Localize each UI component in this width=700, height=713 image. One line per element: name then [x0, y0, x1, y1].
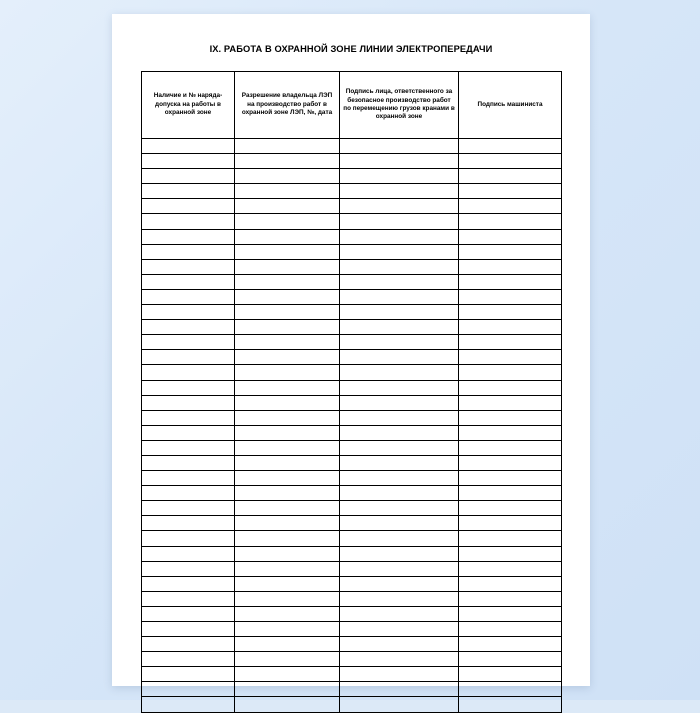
- table-cell[interactable]: [235, 199, 340, 214]
- table-cell[interactable]: [340, 606, 459, 621]
- table-cell[interactable]: [340, 425, 459, 440]
- table-cell[interactable]: [340, 440, 459, 455]
- table-row: [142, 591, 562, 606]
- table-cell[interactable]: [142, 169, 235, 184]
- table-cell[interactable]: [459, 637, 562, 652]
- table-cell[interactable]: [142, 516, 235, 531]
- table-cell[interactable]: [235, 501, 340, 516]
- table-cell[interactable]: [340, 214, 459, 229]
- table-row: [142, 622, 562, 637]
- table-cell[interactable]: [459, 139, 562, 154]
- table-cell[interactable]: [235, 486, 340, 501]
- table-row: [142, 320, 562, 335]
- table-cell[interactable]: [459, 229, 562, 244]
- table-row: [142, 486, 562, 501]
- table-cell[interactable]: [340, 531, 459, 546]
- table-cell[interactable]: [340, 274, 459, 289]
- table-cell[interactable]: [142, 410, 235, 425]
- table-cell[interactable]: [142, 380, 235, 395]
- table-row: [142, 365, 562, 380]
- table-cell[interactable]: [235, 440, 340, 455]
- table-row: [142, 576, 562, 591]
- table-cell[interactable]: [340, 682, 459, 697]
- table-cell[interactable]: [142, 229, 235, 244]
- table-row: [142, 259, 562, 274]
- table-cell[interactable]: [459, 320, 562, 335]
- table-cell[interactable]: [142, 154, 235, 169]
- table-cell[interactable]: [142, 501, 235, 516]
- table-row: [142, 455, 562, 470]
- table-cell[interactable]: [142, 214, 235, 229]
- table-cell[interactable]: [142, 455, 235, 470]
- table-cell[interactable]: [459, 486, 562, 501]
- table-row: [142, 410, 562, 425]
- table-cell[interactable]: [235, 214, 340, 229]
- table-row: [142, 501, 562, 516]
- table-cell[interactable]: [142, 471, 235, 486]
- table-row: [142, 425, 562, 440]
- table-cell[interactable]: [142, 335, 235, 350]
- table-cell[interactable]: [459, 380, 562, 395]
- table-cell[interactable]: [459, 667, 562, 682]
- table-cell[interactable]: [235, 531, 340, 546]
- table-cell[interactable]: [235, 637, 340, 652]
- table-cell[interactable]: [235, 395, 340, 410]
- table-cell[interactable]: [340, 335, 459, 350]
- table-row: [142, 350, 562, 365]
- table-row: [142, 546, 562, 561]
- table-cell[interactable]: [340, 516, 459, 531]
- table-cell[interactable]: [142, 440, 235, 455]
- table-cell[interactable]: [235, 606, 340, 621]
- table-cell[interactable]: [142, 576, 235, 591]
- form-table-container: [141, 71, 561, 713]
- table-cell[interactable]: [142, 350, 235, 365]
- table-header-row: [142, 72, 562, 139]
- table-cell[interactable]: [459, 622, 562, 637]
- table-cell[interactable]: [235, 365, 340, 380]
- table-cell[interactable]: [340, 667, 459, 682]
- table-cell[interactable]: [340, 486, 459, 501]
- table-row: [142, 652, 562, 667]
- table-cell[interactable]: [235, 244, 340, 259]
- table-cell[interactable]: [459, 652, 562, 667]
- table-cell[interactable]: [459, 395, 562, 410]
- table-cell[interactable]: [235, 184, 340, 199]
- table-cell[interactable]: [340, 591, 459, 606]
- table-cell[interactable]: [340, 576, 459, 591]
- document-sheet: [112, 14, 590, 686]
- table-cell[interactable]: [142, 425, 235, 440]
- table-cell[interactable]: [340, 139, 459, 154]
- table-cell[interactable]: [142, 395, 235, 410]
- page-title: IX. РАБОТА В ОХРАННОЙ ЗОНЕ ЛИНИИ ЭЛЕКТРОПЕРЕДАЧИ: [112, 44, 590, 54]
- table-cell[interactable]: [235, 667, 340, 682]
- table-cell[interactable]: [459, 350, 562, 365]
- table-cell[interactable]: [235, 546, 340, 561]
- table-cell[interactable]: [142, 637, 235, 652]
- column-header-podpis-otvetstvennogo: Подпись лица, ответственного за безопасное производство работ по перемещению грузов кранами в охранной зоне: [340, 72, 459, 139]
- table-cell[interactable]: [235, 259, 340, 274]
- table-cell[interactable]: [459, 199, 562, 214]
- table-row: [142, 606, 562, 621]
- table-cell[interactable]: [142, 274, 235, 289]
- table-cell[interactable]: [142, 289, 235, 304]
- table-row: [142, 214, 562, 229]
- table-cell[interactable]: [340, 350, 459, 365]
- table-cell[interactable]: [459, 561, 562, 576]
- table-cell[interactable]: [340, 652, 459, 667]
- table-cell[interactable]: [340, 259, 459, 274]
- table-cell[interactable]: [142, 259, 235, 274]
- table-row: [142, 697, 562, 712]
- table-cell[interactable]: [459, 501, 562, 516]
- table-cell[interactable]: [142, 682, 235, 697]
- table-cell[interactable]: [235, 154, 340, 169]
- table-cell[interactable]: [340, 199, 459, 214]
- table-cell[interactable]: [235, 229, 340, 244]
- table-cell[interactable]: [340, 169, 459, 184]
- column-header-razreshenie-lep: Разрешение владельца ЛЭП на производство работ в охранной зоне ЛЭП, №, дата: [235, 72, 340, 139]
- table-cell[interactable]: [340, 561, 459, 576]
- table-row: [142, 289, 562, 304]
- table-cell[interactable]: [235, 169, 340, 184]
- table-cell[interactable]: [235, 425, 340, 440]
- table-cell[interactable]: [235, 652, 340, 667]
- table-header: [142, 72, 562, 139]
- table-cell[interactable]: [142, 546, 235, 561]
- table-cell[interactable]: [340, 546, 459, 561]
- table-cell[interactable]: [459, 244, 562, 259]
- table-cell[interactable]: [459, 305, 562, 320]
- table-cell[interactable]: [459, 425, 562, 440]
- table-cell[interactable]: [459, 546, 562, 561]
- table-cell[interactable]: [459, 455, 562, 470]
- table-cell[interactable]: [459, 365, 562, 380]
- table-row: [142, 274, 562, 289]
- table-cell[interactable]: [142, 244, 235, 259]
- table-cell[interactable]: [235, 576, 340, 591]
- table-cell[interactable]: [340, 365, 459, 380]
- table-cell[interactable]: [340, 244, 459, 259]
- table-cell[interactable]: [340, 305, 459, 320]
- table-cell[interactable]: [459, 289, 562, 304]
- table-cell[interactable]: [459, 154, 562, 169]
- table-cell[interactable]: [459, 169, 562, 184]
- table-cell[interactable]: [235, 350, 340, 365]
- table-cell[interactable]: [235, 139, 340, 154]
- table-cell[interactable]: [459, 259, 562, 274]
- column-header-podpis-mashinista: Подпись машиниста: [459, 72, 562, 139]
- table-cell[interactable]: [459, 606, 562, 621]
- table-cell[interactable]: [142, 365, 235, 380]
- table-cell[interactable]: [459, 274, 562, 289]
- table-row: [142, 244, 562, 259]
- table-cell[interactable]: [340, 410, 459, 425]
- table-cell[interactable]: [235, 591, 340, 606]
- table-row: [142, 154, 562, 169]
- table-cell[interactable]: [235, 682, 340, 697]
- table-cell[interactable]: [235, 335, 340, 350]
- table-row: [142, 561, 562, 576]
- table-cell[interactable]: [340, 154, 459, 169]
- table-body: [142, 139, 562, 713]
- table-cell[interactable]: [340, 637, 459, 652]
- table-row: [142, 184, 562, 199]
- column-header-naryad-dopusk: Наличие и № наряда-допуска на работы в охранной зоне: [142, 72, 235, 139]
- table-cell[interactable]: [459, 576, 562, 591]
- table-cell[interactable]: [340, 320, 459, 335]
- table-cell[interactable]: [235, 697, 340, 712]
- table-cell[interactable]: [235, 471, 340, 486]
- table-cell[interactable]: [142, 606, 235, 621]
- table-row: [142, 395, 562, 410]
- table-cell[interactable]: [340, 184, 459, 199]
- table-row: [142, 229, 562, 244]
- table-cell[interactable]: [459, 440, 562, 455]
- table-row: [142, 637, 562, 652]
- table-cell[interactable]: [340, 471, 459, 486]
- table-cell[interactable]: [142, 652, 235, 667]
- table-row: [142, 335, 562, 350]
- table-cell[interactable]: [340, 380, 459, 395]
- form-table: [141, 71, 562, 713]
- table-cell[interactable]: [459, 184, 562, 199]
- table-cell[interactable]: [235, 622, 340, 637]
- table-cell[interactable]: [340, 455, 459, 470]
- table-cell[interactable]: [142, 531, 235, 546]
- table-cell[interactable]: [142, 320, 235, 335]
- table-cell[interactable]: [459, 214, 562, 229]
- table-cell[interactable]: [340, 229, 459, 244]
- table-cell[interactable]: [459, 591, 562, 606]
- table-cell[interactable]: [235, 305, 340, 320]
- table-row: [142, 440, 562, 455]
- table-cell[interactable]: [459, 531, 562, 546]
- table-cell[interactable]: [459, 410, 562, 425]
- table-cell[interactable]: [142, 622, 235, 637]
- table-cell[interactable]: [235, 380, 340, 395]
- table-cell[interactable]: [235, 455, 340, 470]
- table-cell[interactable]: [459, 516, 562, 531]
- table-row: [142, 199, 562, 214]
- table-cell[interactable]: [142, 139, 235, 154]
- table-row: [142, 682, 562, 697]
- table-cell[interactable]: [459, 682, 562, 697]
- table-row: [142, 471, 562, 486]
- table-cell[interactable]: [459, 471, 562, 486]
- table-cell[interactable]: [459, 335, 562, 350]
- table-row: [142, 380, 562, 395]
- table-cell[interactable]: [459, 697, 562, 712]
- table-row: [142, 139, 562, 154]
- table-cell[interactable]: [235, 516, 340, 531]
- table-cell[interactable]: [235, 561, 340, 576]
- table-cell[interactable]: [340, 501, 459, 516]
- table-row: [142, 305, 562, 320]
- table-cell[interactable]: [142, 667, 235, 682]
- table-row: [142, 531, 562, 546]
- table-cell[interactable]: [235, 410, 340, 425]
- table-cell[interactable]: [340, 289, 459, 304]
- table-row: [142, 667, 562, 682]
- table-cell[interactable]: [142, 199, 235, 214]
- table-cell[interactable]: [235, 274, 340, 289]
- table-cell[interactable]: [340, 395, 459, 410]
- table-row: [142, 169, 562, 184]
- table-cell[interactable]: [142, 591, 235, 606]
- table-cell[interactable]: [142, 305, 235, 320]
- table-cell[interactable]: [235, 289, 340, 304]
- table-cell[interactable]: [142, 486, 235, 501]
- table-cell[interactable]: [235, 320, 340, 335]
- table-row: [142, 516, 562, 531]
- table-cell[interactable]: [142, 184, 235, 199]
- table-cell[interactable]: [340, 697, 459, 712]
- table-cell[interactable]: [142, 697, 235, 712]
- table-cell[interactable]: [340, 622, 459, 637]
- table-cell[interactable]: [142, 561, 235, 576]
